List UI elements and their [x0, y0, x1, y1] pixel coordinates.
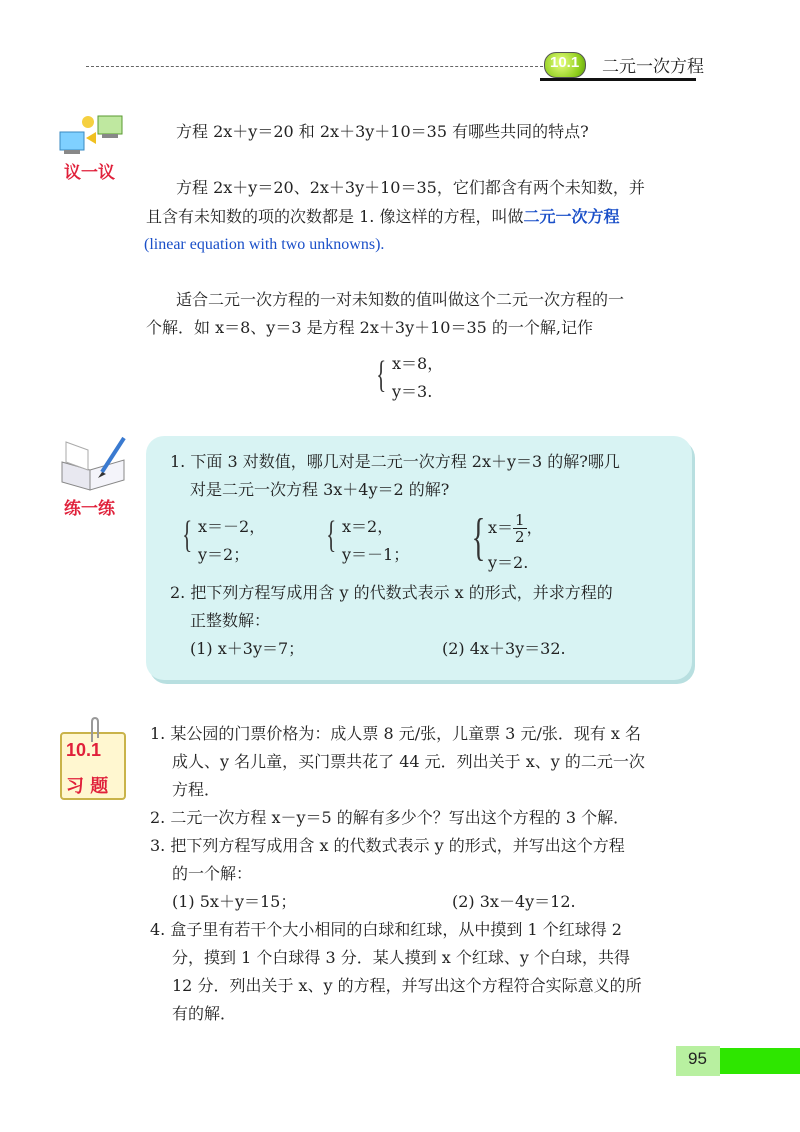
discuss-computers-icon	[58, 112, 126, 162]
exercise-line: 有的解．	[172, 1004, 237, 1023]
fraction-denominator: 2	[515, 528, 525, 546]
practice-q2-line2: 正整数解：	[190, 611, 271, 630]
pair3-brace: {	[471, 509, 486, 566]
para1-line2	[146, 207, 619, 227]
practice-q2-line1: 2. 把下列方程写成用含 y 的代数式表示 x 的形式，并求方程的	[170, 583, 613, 602]
practice-book-icon	[58, 432, 130, 492]
para2-line2: 个解．如 x＝8、y＝3 是方程 2x＋3y＋10＝35 的一个解,记作	[146, 318, 593, 337]
exercise-line: 的一个解：	[172, 864, 253, 883]
pair2-x: x＝2，	[342, 517, 394, 536]
exercise-line: 2. 二元一次方程 x－y＝5 的解有多少个？写出这个方程的 3 个解．	[150, 808, 630, 827]
practice-q1-line1: 1. 下面 3 对数值，哪几对是二元一次方程 2x＋y＝3 的解?哪几	[170, 452, 620, 471]
discuss-question: 方程 2x＋y＝20 和 2x＋3y＋10＝35 有哪些共同的特点?	[176, 122, 589, 141]
exercise-line: 12 分．列出关于 x、y 的方程，并写出这个方程符合实际意义的所	[172, 976, 642, 995]
pair1-y: y＝2；	[198, 545, 250, 564]
pair3-y: y＝2.	[488, 553, 529, 572]
pair3-x-prefix: x＝	[488, 518, 514, 537]
exercise-q3-a: (1) 5x＋y＝15；	[172, 892, 297, 911]
exercise-q3-b: (2) 3x－4y＝12.	[452, 892, 576, 911]
exercise-line: 分，摸到 1 个白球得 3 分．某人摸到 x 个红球、y 个白球，共得	[172, 948, 631, 967]
exercise-line: 4. 盒子里有若干个大小相同的白球和红球，从中摸到 1 个红球得 2	[150, 920, 622, 939]
section-number: 10.1	[550, 54, 580, 71]
practice-q2-a: (1) x＋3y＝7；	[190, 639, 305, 658]
para1-line1: 方程 2x＋y＝20、2x＋3y＋10＝35，它们都含有两个未知数，并	[176, 178, 645, 197]
practice-q2-b: (2) 4x＋3y＝32.	[442, 639, 566, 658]
pair2-brace: {	[326, 514, 337, 556]
header-dashed-rule	[86, 66, 548, 67]
exercise-line: 方程．	[172, 780, 221, 799]
header-underline	[540, 78, 696, 81]
solution-y: y＝3.	[392, 382, 433, 401]
pair1-x: x＝－2，	[198, 517, 266, 536]
para2-line1: 适合二元一次方程的一对未知数的值叫做这个二元一次方程的一	[176, 290, 625, 309]
exercise-badge-number: 10.1	[66, 740, 102, 760]
pair3-x-suffix: ，	[526, 518, 543, 537]
exercise-line: 成人、y 名儿童，买门票共花了 44 元．列出关于 x、y 的二元一次	[172, 752, 645, 771]
practice-q1-line2: 对是二元一次方程 3x＋4y＝2 的解?	[190, 480, 450, 499]
term-highlight: 二元一次方程	[523, 207, 620, 226]
page-number-bar	[714, 1048, 800, 1074]
exercise-line: 1. 某公园的门票价格为：成人票 8 元/张，儿童票 3 元/张．现有 x 名	[150, 724, 642, 743]
exercise-label: 习 题	[66, 776, 109, 797]
exercise-line: 3. 把下列方程写成用含 x 的代数式表示 y 的形式，并写出这个方程	[150, 836, 625, 855]
page-number: 95	[688, 1049, 707, 1068]
discuss-label: 议一议	[64, 163, 115, 183]
pair1-brace: {	[182, 514, 193, 556]
pair2-y: y＝－1；	[342, 545, 410, 564]
para1-line2-text: 且含有未知数的项的次数都是 1. 像这样的方程，叫做	[146, 207, 524, 226]
practice-label: 练一练	[64, 499, 115, 519]
section-title: 二元一次方程	[602, 57, 704, 77]
solution-brace: {	[376, 354, 387, 396]
solution-x: x＝8，	[392, 354, 444, 373]
pair3-x	[488, 512, 543, 545]
term-english: (linear equation with two unknowns).	[144, 236, 385, 253]
fraction-numerator: 1	[515, 511, 525, 529]
fraction	[513, 512, 527, 545]
